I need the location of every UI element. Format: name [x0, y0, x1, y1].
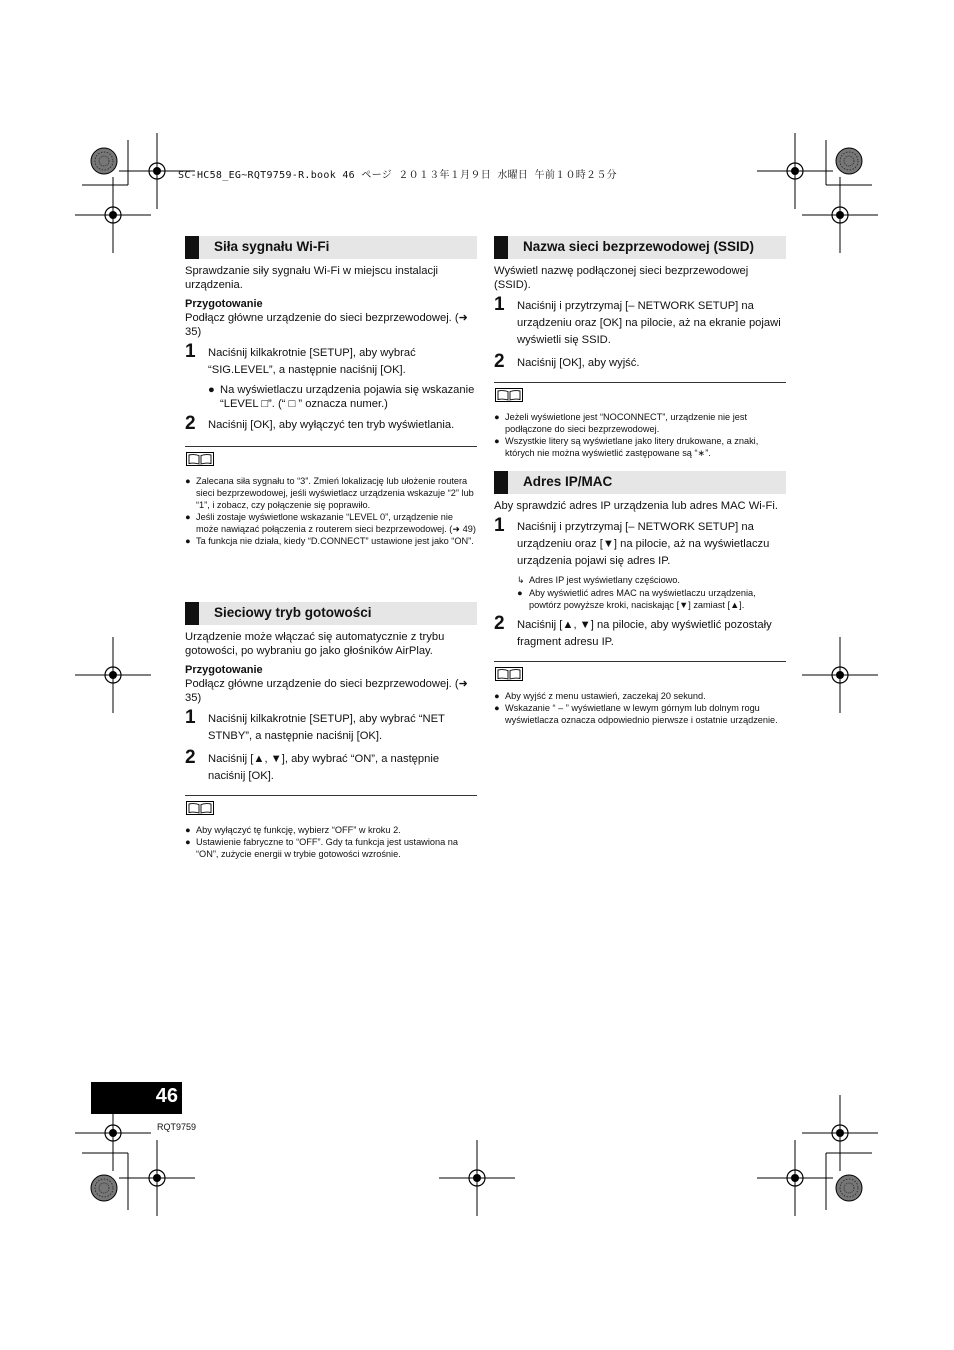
section-marker	[185, 602, 199, 625]
left-column	[185, 236, 477, 547]
step-sub-item: ● Na wyświetlaczu urządzenia pojawia się wskazanie “LEVEL □”. (“ □ ” oznacza numer.)	[208, 384, 475, 410]
section-header-ssid	[494, 236, 786, 259]
step-sub-item: ● Aby wyświetlić adres MAC na wyświetlaczu urządzenia, powtórz powyższe kroki, naciskając [▼] zamiast [▲].	[517, 588, 756, 610]
step-2	[185, 413, 477, 434]
note-block	[185, 795, 477, 860]
model-code: RQT9759	[157, 1122, 197, 1132]
section-marker	[494, 471, 508, 494]
note-item: ● Jeżeli wyświetlone jest “NOCONNECT”, urządzenie nie jest podłączone do sieci bezprzewodowej.	[494, 412, 748, 434]
intro-text: Aby sprawdzić adres IP urządzenia lub adres MAC Wi-Fi.	[494, 500, 778, 512]
note-item: ● Ustawienie fabryczne to “OFF”. Gdy ta funkcja jest ustawiona na “ON”, zużycie energii w trybie gotowości wzrośnie.	[185, 837, 458, 859]
section-header-wifi-signal	[185, 236, 477, 259]
note-block	[494, 661, 786, 726]
note-item: ● Wskazanie “ – ” wyświetlane w lewym górnym lub dolnym rogu wyświetlacza oznacza odpowiednio pierwsze i ostatnie urządzenie.	[494, 703, 778, 725]
step-text: Naciśnij i przytrzymaj [– NETWORK SETUP] na urządzeniu oraz [OK] na pilocie, aż na ekranie pojawi wyświetli się SSID.	[517, 300, 781, 346]
step-text: Naciśnij [OK], aby wyłączyć ten tryb wyświetlania.	[208, 419, 455, 431]
step-1	[494, 294, 786, 349]
step-number: 1	[185, 707, 196, 728]
step-number: 2	[494, 351, 505, 372]
intro-text: Wyświetl nazwę podłączonej sieci bezprzewodowej (SSID).	[494, 265, 749, 291]
step-number: 1	[494, 294, 505, 315]
intro-text: Urządzenie może włączać się automatycznie z trybu gotowości, po wybraniu go jako głośników AirPlay.	[185, 631, 445, 657]
step-1	[494, 515, 786, 570]
section-title: Siła sygnału Wi-Fi	[214, 239, 330, 254]
section-header-network-standby	[185, 602, 477, 625]
note-item: ● Aby wyłączyć tę funkcję, wybierz “OFF” w kroku 2.	[185, 825, 401, 835]
intro-text: Sprawdzanie siły sygnału Wi-Fi w miejscu instalacji urządzenia.	[185, 265, 439, 291]
note-item: ● Jeśli zostaje wyświetlone wskazanie “LEVEL 0”, urządzenie nie może nawiązać połączenia z routerem sieci bezprzewodowej. (➜ 49)	[185, 512, 476, 534]
section-marker	[494, 236, 508, 259]
step-2	[185, 747, 477, 785]
section-title: Sieciowy tryb gotowości	[214, 605, 372, 620]
step-number: 2	[494, 613, 505, 634]
note-block	[494, 382, 786, 459]
note-item: ● Wszystkie litery są wyświetlane jako litery drukowane, a znaki, których nie można wyświetlić zastępowane są “∗”.	[494, 436, 759, 458]
step-number: 1	[185, 341, 196, 362]
section-header-ip-mac	[494, 471, 786, 494]
step-number: 2	[185, 747, 196, 768]
book-note-icon	[495, 667, 523, 681]
note-item: ● Zalecana siła sygnału to “3”. Zmień lokalizację lub ułożenie routera sieci bezprzewodowej, jeśli wyświetlacz urządzenia wskazuje “2” lub “1”, i zobacz, czy połączenie się poprawiło.	[185, 476, 474, 510]
page-number-box	[91, 1082, 182, 1114]
step-result: ↳ Adres IP jest wyświetlany częściowo.	[517, 575, 680, 585]
print-header: SC-HC58_EG~RQT9759-R.book 46 ページ ２０１３年１月９日 水曜日 午前１０時２５分	[178, 170, 617, 181]
note-item: ● Ta funkcja nie działa, kiedy “D.CONNECT” ustawione jest jako “ON”.	[185, 536, 474, 546]
bullet-icon: ●	[517, 588, 523, 598]
preparation-heading: Przygotowanie	[185, 298, 263, 310]
step-2	[494, 351, 786, 372]
note-block	[185, 446, 477, 547]
step-2	[494, 613, 786, 651]
preparation-text: Podłącz główne urządzenie do sieci bezprzewodowej. (➜ 35)	[185, 312, 468, 338]
right-column	[494, 236, 786, 459]
preparation-text: Podłącz główne urządzenie do sieci bezprzewodowej. (➜ 35)	[185, 678, 468, 704]
bullet-icon: ●	[208, 384, 215, 396]
note-item: ● Aby wyjść z menu ustawień, zaczekaj 20 sekund.	[494, 691, 706, 701]
step-text: Naciśnij kilkakrotnie [SETUP], aby wybrać “NET STNBY”, a następnie naciśnij [OK].	[208, 713, 445, 742]
preparation-heading: Przygotowanie	[185, 664, 263, 676]
section-marker	[185, 236, 199, 259]
step-number: 1	[494, 515, 505, 536]
book-note-icon	[186, 452, 214, 466]
book-note-icon	[186, 801, 214, 815]
step-number: 2	[185, 413, 196, 434]
step-text: Naciśnij i przytrzymaj [– NETWORK SETUP] na urządzeniu oraz [▼] na pilocie, aż na wyświetlaczu urządzenia pojawi się adres IP.	[517, 521, 770, 567]
book-note-icon	[495, 388, 523, 402]
right-column-2	[494, 471, 786, 726]
result-arrow-icon: ↳	[517, 575, 525, 585]
section-title: Nazwa sieci bezprzewodowej (SSID)	[523, 239, 755, 254]
step-text: Naciśnij [▲, ▼] na pilocie, aby wyświetlić pozostały fragment adresu IP.	[517, 619, 772, 648]
step-text: Naciśnij [OK], aby wyjść.	[517, 357, 640, 369]
step-1	[185, 341, 477, 379]
step-text: Naciśnij [▲, ▼], aby wybrać “ON”, a następnie naciśnij [OK].	[208, 753, 440, 782]
step-text: Naciśnij kilkakrotnie [SETUP], aby wybrać “SIG.LEVEL”, a następnie naciśnij [OK].	[208, 347, 416, 376]
page-number: 46	[155, 1085, 178, 1107]
step-1	[185, 707, 477, 745]
section-title: Adres IP/MAC	[523, 474, 613, 489]
left-column-2	[185, 602, 477, 860]
